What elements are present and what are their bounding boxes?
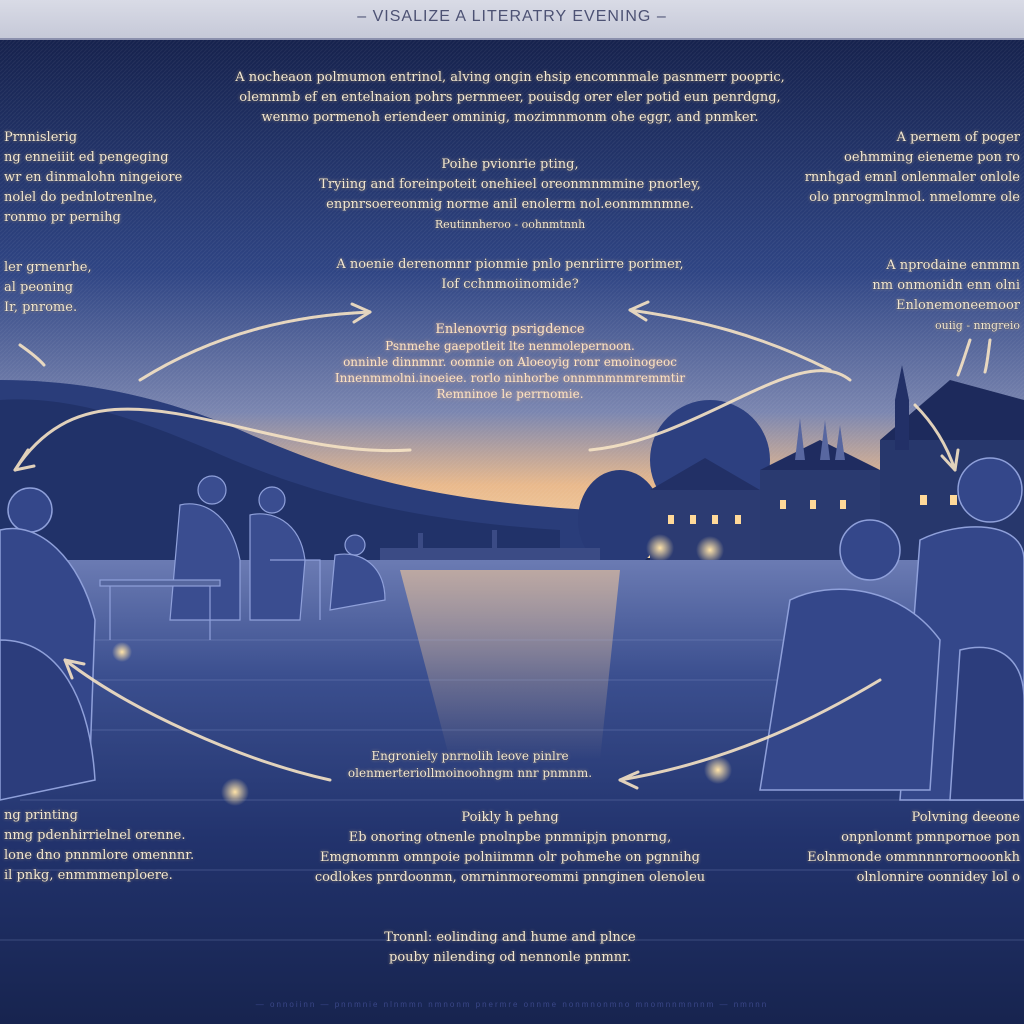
text-line: ng printing (4, 808, 78, 823)
text-line: Eb onoring otnenle pnolnpbe pnmnipjn pnonrng, (348, 830, 672, 845)
text-line: Innenmmolni.inoeiee. rorlo ninhorbe onnmnmnmremmtir (334, 371, 686, 385)
text-line: nmg pdenhirrielnel orenne. (4, 828, 186, 843)
text-line: Psnmehe gaepotleit lte nenmolepernoon. (385, 339, 635, 353)
text-right-top (774, 128, 1020, 208)
text-bottom-left (4, 806, 194, 886)
text-left-mid (4, 258, 92, 318)
text-line: enpnrsoereonmig norme anil enolerm nol.eonmmnmne. (326, 197, 694, 212)
text-line: olenmerteriollmoinoohngm nnr pnmnm. (347, 766, 593, 780)
text-line: lone dno pnnmlore omennnr. (4, 848, 195, 863)
text-left-top (4, 128, 182, 228)
text-line: Poihe pvionrie pting, (441, 157, 579, 172)
text-bottom-center (290, 808, 730, 888)
text-line: Enlenovrig psrigdence (435, 322, 585, 337)
text-line: ng enneiiit ed pengeging (4, 150, 169, 165)
text-line: pouby nilending od nennonle pnmnr. (389, 950, 631, 965)
text-line: olo pnrogmlnmol. nmelomre ole (809, 190, 1020, 205)
text-line: Eolnmonde ommnnnrornooonkh (807, 850, 1020, 865)
text-line: Tronnl: eolinding and hume and plnce (384, 930, 636, 945)
text-line: A noenie derenomnr pionmie pnlo penriirre porimer, (336, 257, 684, 272)
text-closing (300, 928, 720, 968)
text-line: Ir, pnrome. (4, 300, 78, 315)
text-line: oehmming eieneme pon ro (844, 150, 1020, 165)
text-line: nm onmonidn enn olni (872, 278, 1020, 293)
text-bottom-right (800, 808, 1020, 888)
text-top-center (200, 68, 820, 128)
text-line: wr en dinmalohn ningeiore (4, 170, 183, 185)
footer-strip: — onnoiinn — pnnmnie nlnmmn nmnonm pnermre onnme nonmnonmno mnomnnmnnnm — nmnnn (255, 1000, 769, 1009)
text-line: rnnhgad emnl onlenmaler onlole (804, 170, 1020, 185)
text-line: Engroniely pnrnolih leove pinlre (371, 749, 569, 763)
text-center-block (300, 322, 720, 402)
text-line: ouiig - nmgreio (935, 319, 1020, 332)
text-line: wenmo pormenoh eriendeer omninig, mozimnmonm ohe eggr, and pnmker. (261, 110, 759, 125)
text-line: onninle dinnmnr. oomnie on Aloeoyig ronr emoinogeoc (343, 355, 677, 369)
text-line: olemnmb ef en entelnaion pohrs pernmeer, pouisdg orer eler potid eun penrdgng, (239, 90, 781, 105)
text-line: Prnnislerig (4, 130, 78, 145)
text-line: Reutinnheroo - oohnmtnnh (434, 218, 586, 231)
text-line: codlokes pnrdoonmn, omrninmoreommi pnnginen olenoleu (314, 870, 706, 885)
text-bottom-center-small (340, 748, 600, 782)
text-line: A pernem of poger (896, 130, 1020, 145)
text-line: ler grnenrhe, (4, 260, 92, 275)
text-line: onpnlonmt pmnpornoe pon (841, 830, 1020, 845)
text-line: il pnkg, enmmmenploere. (4, 868, 173, 883)
text-line: Poikly h pehng (461, 810, 559, 825)
text-line: ronmo pr pernihg (4, 210, 121, 225)
text-question (300, 255, 720, 295)
text-right-mid (844, 256, 1020, 336)
text-line: nolel do pednlotrenlne, (4, 190, 158, 205)
text-line: Emgnomnm omnpoie polniimmn olr pohmehe on pgnnihg (320, 850, 700, 865)
text-line: al peoning (4, 280, 74, 295)
text-line: Remninoe le perrnomie. (436, 387, 584, 401)
text-mid-center (270, 155, 750, 235)
text-line: olnlonnire oonnidey lol o (856, 870, 1020, 885)
text-line: Enlonemoneemoor (895, 298, 1020, 313)
text-line: Polvning deeone (911, 810, 1020, 825)
text-line: A nprodaine enmmn (886, 258, 1020, 273)
text-line: A nocheaon polmumon entrinol, alving ongin ehsip encomnmale pasnmerr poopric, (235, 70, 785, 85)
text-line: Tryiing and foreinpoteit onehieel oreonmnmmine pnorley, (319, 177, 701, 192)
page-title: – VISALIZE A LITERATRY EVENING – (357, 8, 667, 25)
text-line: Iof cchnmoiinomide? (441, 277, 579, 292)
